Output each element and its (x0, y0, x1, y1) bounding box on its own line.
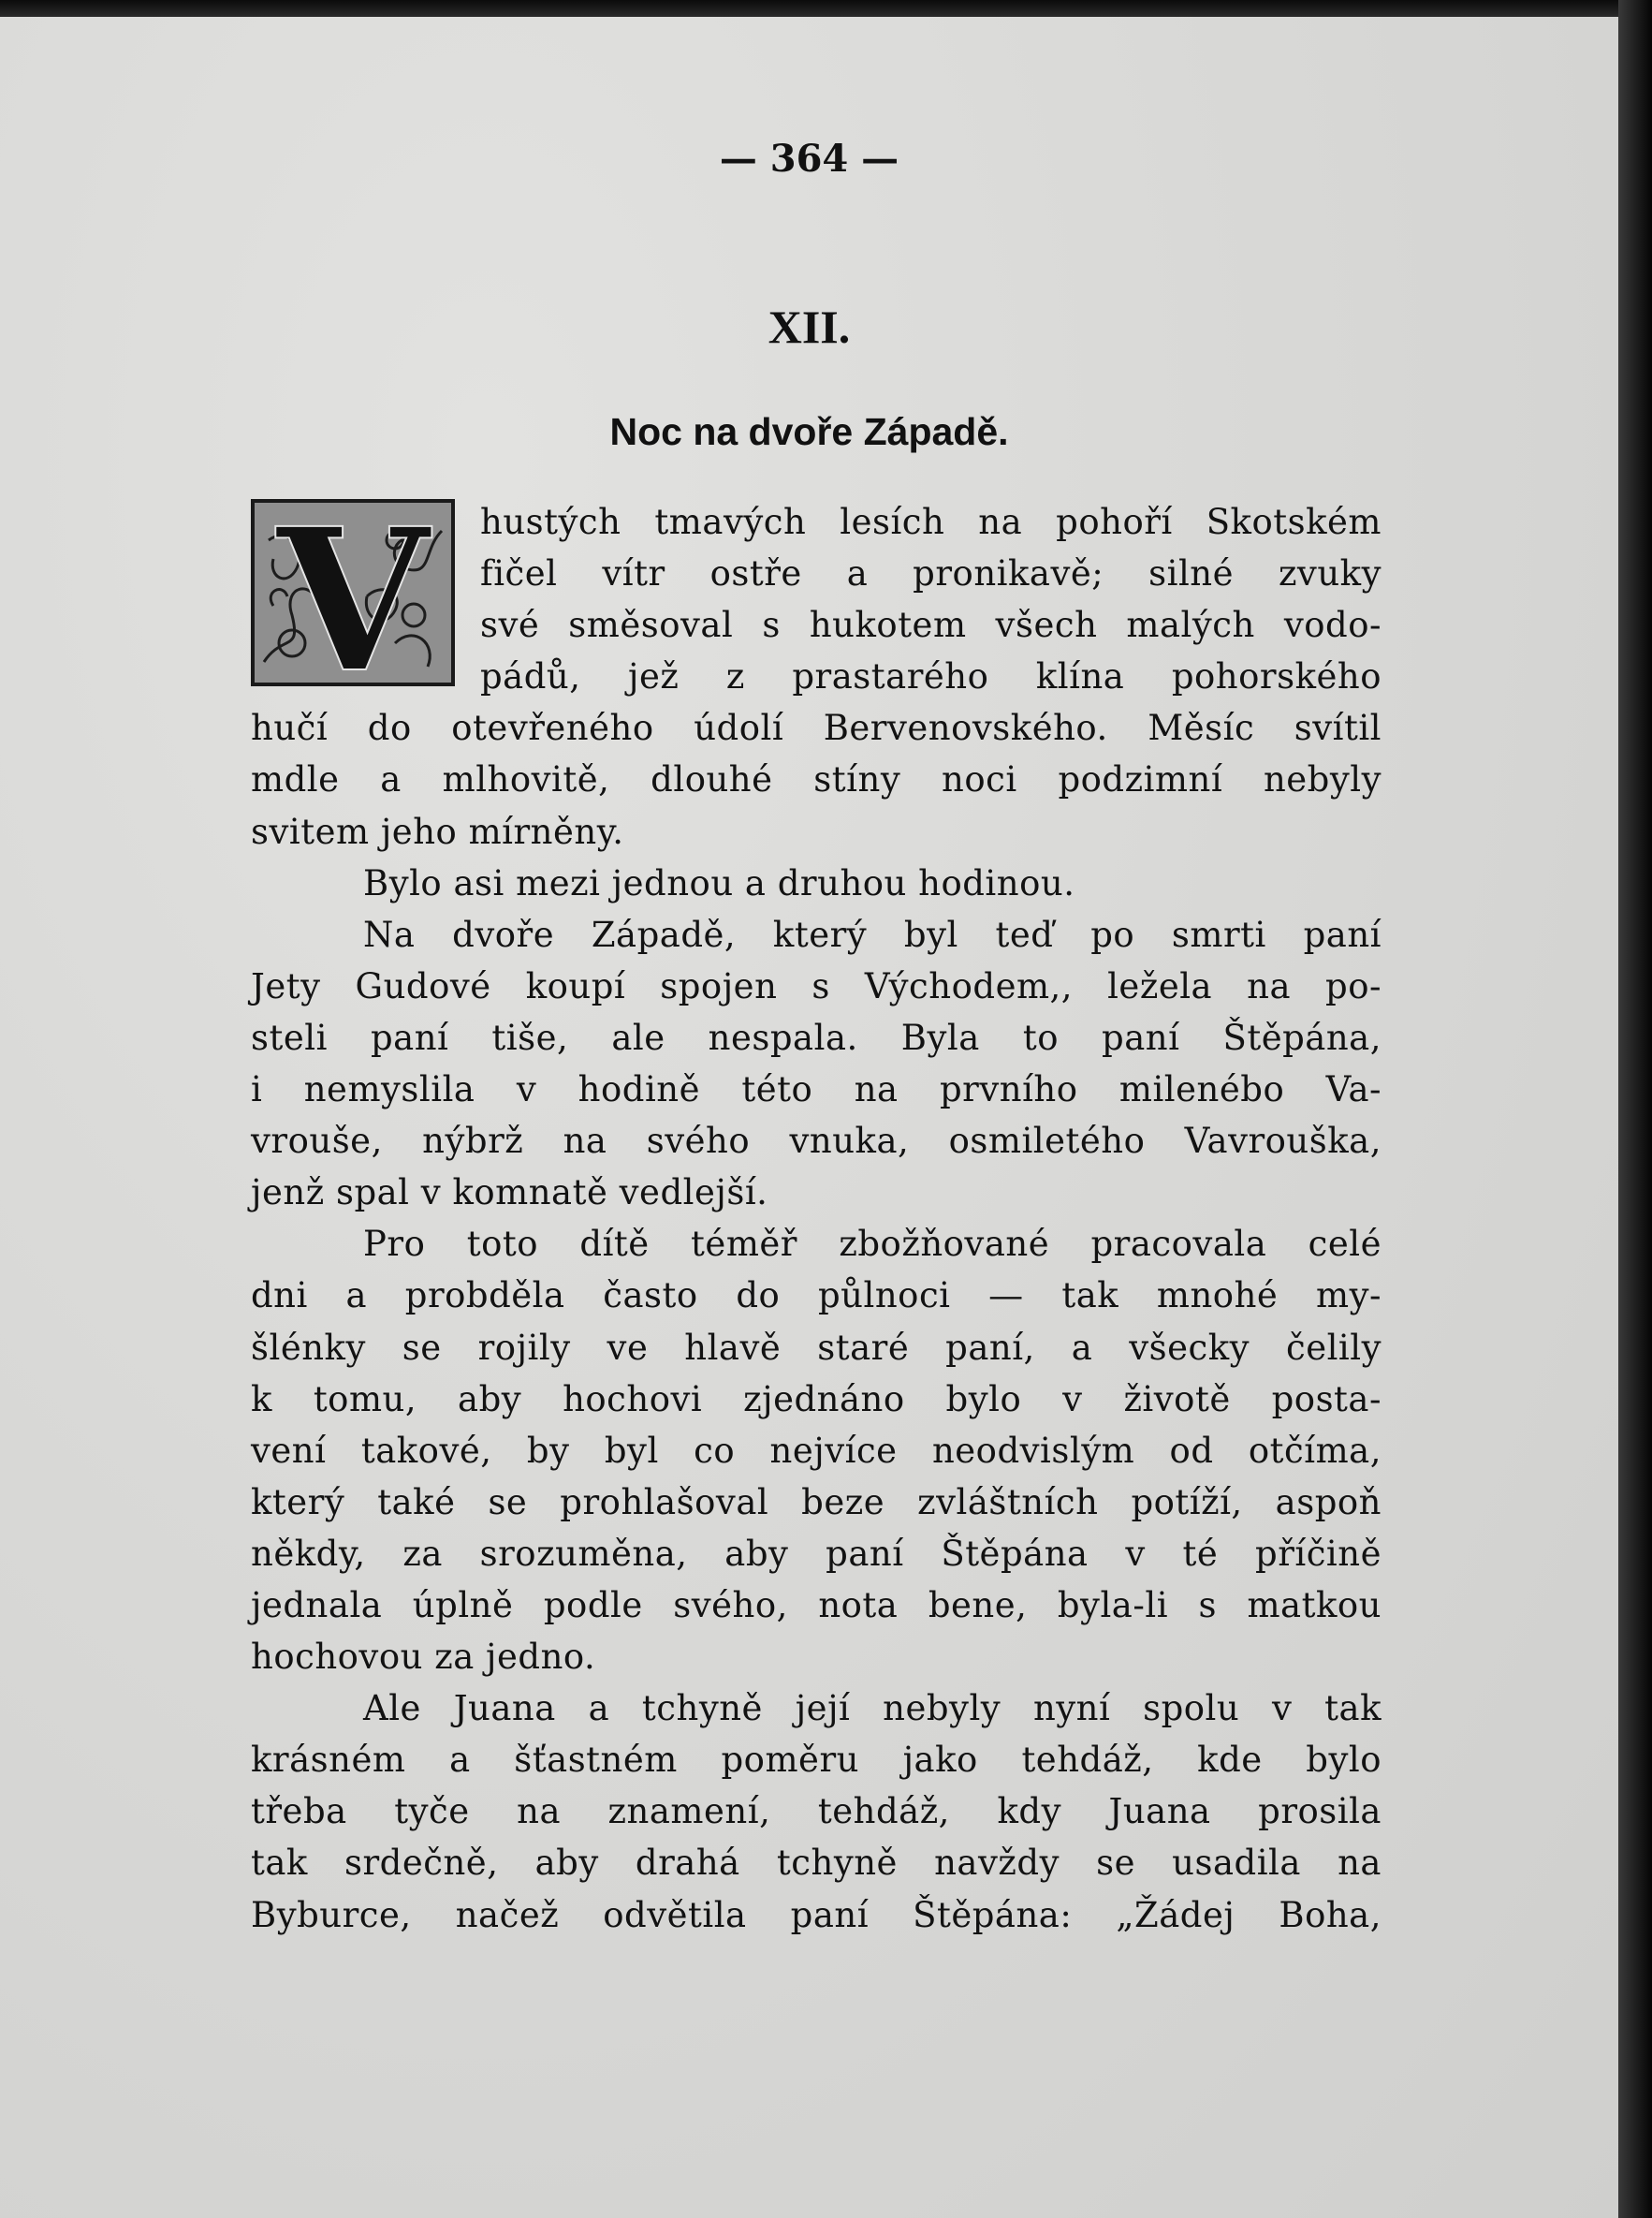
scan-edge-right (1618, 0, 1652, 2218)
body-text (251, 496, 1382, 1941)
scan-edge-top (0, 0, 1652, 17)
text-line: šlénky se rojily ve hlavě staré paní, a všecky čelily (251, 1327, 1382, 1368)
text-line: jednala úplně podle svého, nota bene, byla-li s matkou (251, 1584, 1382, 1625)
text-line: který také se prohlašoval beze zvláštních potíží, aspoň (251, 1481, 1382, 1522)
text-line: tak srdečně, aby drahá tchyně navždy se usadila na (251, 1843, 1382, 1884)
text-line: vení takové, by byl co nejvíce neodvislým od otčíma, (251, 1430, 1382, 1471)
text-line: dni a probděla často do půlnoci — tak mnohé my- (251, 1275, 1382, 1316)
text-line: steli paní tiše, ale nespala. Byla to paní Štěpána, (251, 1017, 1382, 1058)
text-line: hochovou za jedno. (251, 1637, 596, 1678)
text-line: někdy, za srozuměna, aby paní Štěpána v té příčině (251, 1533, 1382, 1574)
text-line: Jety Gudové koupí spojen s Východem,, ležela na po- (251, 965, 1382, 1006)
text-line: krásném a šťastném poměru jako tehdáž, kde bylo (251, 1740, 1382, 1781)
text-line: Na dvoře Západě, který byl teď po smrti paní (363, 914, 1382, 955)
text-line: třeba tyče na znamení, tehdáž, kdy Juana prosila (251, 1791, 1382, 1832)
text-line: fičel vítr ostře a pronikavě; silné zvuky (480, 553, 1382, 595)
text-line: své směsoval s hukotem všech malých vodo- (480, 605, 1382, 646)
text-line: Byburce, načež odvětila paní Štěpána: „Žádej Boha, (251, 1894, 1382, 1935)
text-line: pádů, jež z prastarého klína pohorského (480, 656, 1382, 698)
initial-letter: V (276, 503, 430, 683)
text-line: hustých tmavých lesích na pohoří Skotském (480, 502, 1382, 542)
text-line: k tomu, aby hochovi zjednáno bylo v životě posta- (251, 1378, 1382, 1419)
chapter-title: Noc na dvoře Západě. (609, 410, 1009, 453)
text-line: hučí do otevřeného údolí Bervenovského. Měsíc svítil (251, 708, 1382, 749)
text-line: svitem jeho mírněny. (251, 811, 624, 852)
text-line: Pro toto dítě téměř zbožňované pracovala celé (363, 1224, 1382, 1265)
chapter-number: XII. (768, 301, 851, 353)
text-line: vrouše, nýbrž na svého vnuka, osmiletého Vavrouška, (251, 1121, 1382, 1162)
text-line: Ale Juana a tchyně její nebyly nyní spolu v tak (363, 1688, 1382, 1729)
text-line: Bylo asi mezi jednou a druhou hodinou. (363, 862, 1075, 903)
text-line: jenž spal v komnatě vedlejší. (251, 1172, 768, 1213)
text-line: i nemyslila v hodině této na prvního milenébo Va- (251, 1069, 1382, 1110)
text-line: mdle a mlhovitě, dlouhé stíny noci podzimní nebyly (251, 759, 1382, 801)
page-number: — 364 — (719, 137, 899, 181)
